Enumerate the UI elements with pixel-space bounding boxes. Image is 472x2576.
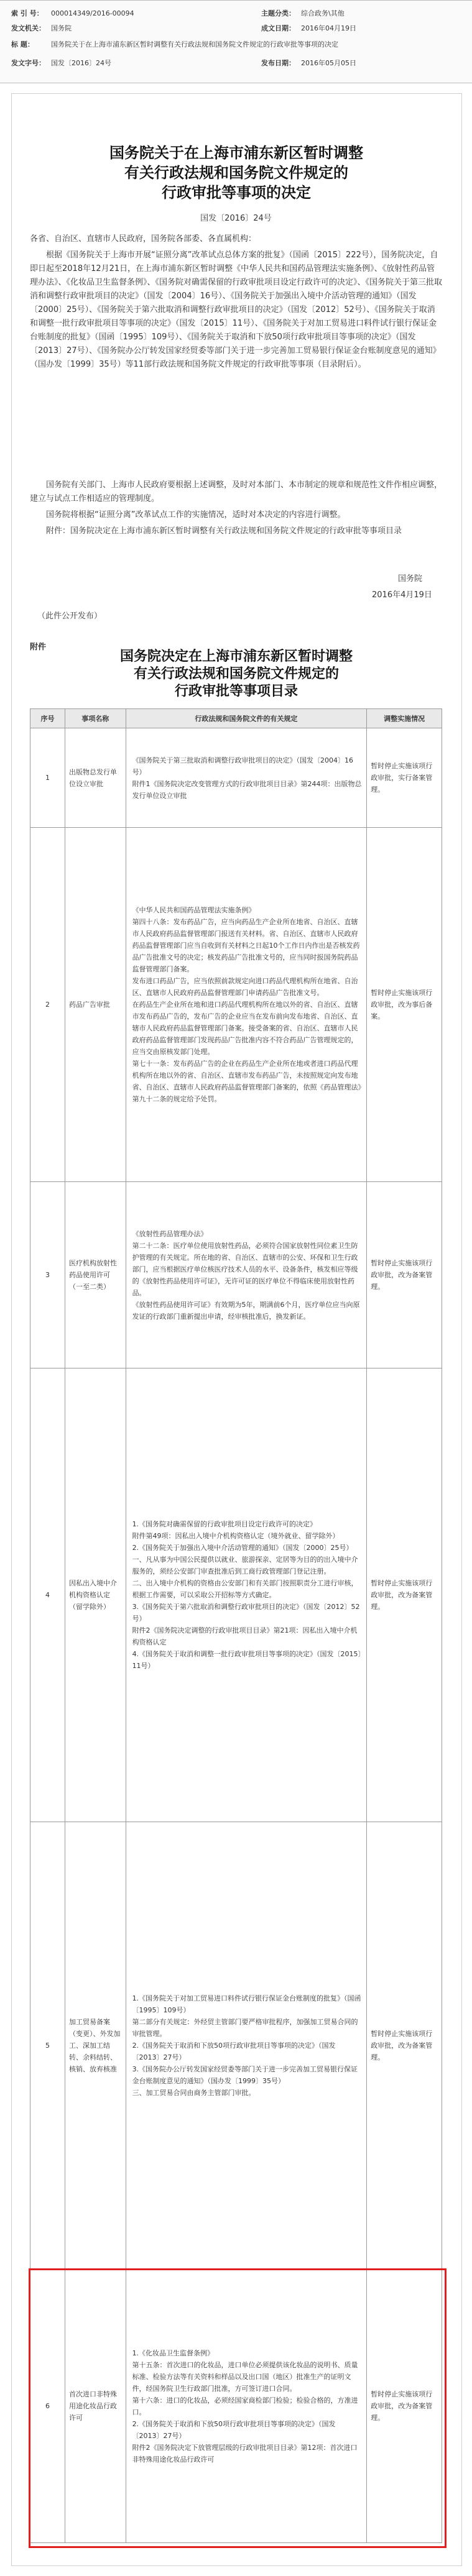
salutation: 各省、自治区、直辖市人民政府，国务院各部委、各直属机构： [30,234,257,244]
law-line: 1.《化妆品卫生监督条例》 [132,2349,215,2357]
row-law [126,1368,367,1822]
law-line: 第四十八条：发布药品广告，应当向药品生产企业所在地省、自治区、直辖市人民政府药品监督管理部门报送有关材料。省、自治区、直辖市人民政府药品监督管理部门应当自收到有关材料之日起10个工作日内作出是否核发药品广告批准文号的决定；核发药品广告批准文号的，应当同时报国务院药品监督管理部门备案。 [132,918,360,973]
table-row [30,1182,442,1368]
row-no: 2 [30,828,65,1182]
header-adjustment: 调整实施情况 [367,709,442,728]
table-row [30,728,442,828]
document-title: 国务院关于在上海市浦东新区暂时调整 有关行政法规和国务院文件规定的 行政审批等事项的决定 [109,144,363,201]
law-line: 1.《国务院关于对加工贸易进口料件试行银行保证金台账制度的批复》（国函〔1995〕109号） [132,1994,361,2014]
table-header [30,709,442,728]
row-no: 1 [30,728,65,828]
table-row [30,1368,442,1822]
law-line: 2.《国务院关于加强出入境中介活动管理的通知》（国发〔2000〕25号） [132,1544,353,1552]
law-line: 第十六条：进口的化妆品，必须经国家商检部门检验；检验合格的，方准进口。 [132,2396,358,2416]
row-item: 首次进口非特殊用途化妆品行政许可 [65,2270,126,2543]
meta-pubdate: 发布日期： 2016年05月05日 [261,59,356,67]
row-law [126,1182,367,1368]
law-line: 附件第49项：因私出入境中介机构资格认定（境外就业、留学除外） [132,1532,340,1540]
row-item: 医疗机构放射性药品使用许可（一至二类） [65,1182,126,1368]
row-item: 药品广告审批 [65,828,126,1182]
row-no: 5 [30,1822,65,2270]
law-line: 《放射性药品管理办法》 [132,1229,208,1238]
law-line: 3.《国务院办公厅转发国家经贸委等部门关于进一步完善加工贸易银行保证金台账制度意见的通知》（国办发〔1999〕35号） [132,2065,358,2085]
law-line: 附件1《国务院决定改变管理方式的行政审批项目目录》第244项：出版物总发行单位设立审批 [132,779,362,800]
annex-title: 国务院决定在上海市浦东新区暂时调整 有关行政法规和国务院文件规定的 行政审批等事项目录 [119,648,353,699]
law-line: 二、出入境中介机构的资格由公安部门和有关部门按照职责分工进行审核，根据工作需要，可以采取公开招标等方式确定。 [132,1579,358,1599]
annex-label: 附件 [30,643,47,652]
law-line: 《放射性药品使用许可证》有效期为5年，期满前6个月，医疗单位应当向原发证的行政部门重新提出申请，经审核批准后，换发新证。 [132,1300,360,1321]
law-line: 第十五条：首次进口的化妆品，进口单位必须提供该化妆品的说明书、质量标准、检验方法等有关资料和样品以及出口国（地区）批准生产的证明文件，经国务院卫生行政部门批准，方可签订进口合同。 [132,2360,358,2393]
row-adjustment: 暂时停止实施该项行政审批，改为备案管理。 [367,1368,442,1822]
row-law [126,1822,367,2270]
law-line: 第二十二条：医疗单位使用放射性药品，必须符合国家放射性同位素卫生防护管理的有关规定。所在地的省、自治区、直辖市的公安、环保和卫生行政部门，应当根据医疗单位核医疗技术人员的水平、设备条件，核发相应等级的《放射性药品使用许可证》，无许可证的医疗单位不得临床使用放射性药品。 [132,1241,358,1297]
row-adjustment: 暂时停止实施该项行政审批，改为备案管理。 [367,2270,442,2543]
paragraph-3: 国务院将根据“证照分离”改革试点工作的实施情况，适时对本决定的内容进行调整。 [46,510,346,520]
row-item: 出版物总发行单位设立审批 [65,728,126,828]
law-line: 第二部分有关规定：外经贸主管部门要严格审批程序，加强加工贸易合同的审批管理。 [132,2018,358,2038]
law-line: 发布进口药品广告，应当依照前款规定向进口药品代理机构所在地省、自治区、直辖市人民政府药品监督管理部门申请药品广告批准文号。 [132,977,358,997]
publish-note: （此件公开发布） [37,612,103,621]
table-row [30,1822,442,2270]
signature-org: 国务院 [398,574,423,584]
row-no: 4 [30,1368,65,1822]
row-no: 6 [30,2270,65,2543]
law-line: 3.《国务院关于第六批取消和调整行政审批项目的决定》（国发〔2012〕52号） [132,1603,360,1623]
law-line: 一、凡从事为中国公民提供以就业、旅游探亲、定居等为目的的出入境中介服务的，须经公安部门审查批准后到工商行政管理部门登记注册。 [132,1556,358,1575]
meta-category: 主题分类： 综合政务\其他 [261,9,345,17]
row-no: 3 [30,1182,65,1368]
document-metadata [0,0,472,83]
meta-date-written: 成文日期： 2016年04月19日 [261,24,356,32]
law-line: 1.《国务院对确需保留的行政审批项目设定行政许可的决定》 [132,1520,317,1528]
attachment-note: 附件：国务院决定在上海市浦东新区暂时调整有关行政法规和国务院文件规定的行政审批等事项目录 [46,526,402,536]
law-line: 附件2《国务院决定下放管理层级的行政审批项目目录》第12项：首次进口非特殊用途化妆品行政许可 [132,2443,358,2464]
header-item: 事项名称 [65,709,126,728]
law-line: 4.《国务院关于取消和调整一批行政审批项目等事项的决定》（国发〔2015〕11号） [132,1650,362,1670]
meta-title: 标 题： 国务院关于在上海市浦东新区暂时调整有关行政法规和国务院文件规定的行政审批等事项的决定 [11,40,338,48]
row-adjustment: 暂时停止实施该项行政审批，改为备案管理。 [367,1182,442,1368]
law-line: 在药品生产企业所在地和进口药品代理机构所在地以外的省、自治区、直辖市发布药品广告的，发布广告的企业应当在发布前向发布地省、自治区、直辖市人民政府药品监督管理部门备案。接受备案的省、自治区、直辖市人民政府药品监督管理部门发现药品广告批准内容不符合药品广告管理规定的，应当交由原核发部门处理。 [132,1001,358,1056]
row-adjustment: 暂时停止实施该项行政审批，改为事后备案。 [367,828,442,1182]
meta-issuer: 发文机关： 国务院 [11,24,72,32]
row-item: 因私出入境中介机构资格认定（留学除外） [65,1368,126,1822]
law-line: 2.《国务院关于取消和下放50项行政审批项目等事项的决定》（国发〔2013〕27号） [132,2419,336,2440]
header-law: 行政法规和国务院文件的有关规定 [126,709,367,728]
law-line: 三、加工贸易合同由商务主管部门审批。 [132,2089,256,2097]
row-item: 加工贸易备案（变更）、外发加工、深加工结转、余料结转、核销、放弃核准 [65,1822,126,2270]
law-line: 2.《国务院关于取消和下放50项行政审批项目等事项的决定》（国发〔2013〕27号） [132,2042,336,2061]
law-line: 第七十一条：发布药品广告的企业在药品生产企业所在地或者进口药品代理机构所在地以外的省、自治区、直辖市发布药品广告，未按照规定向发布地省、自治区、直辖市人民政府药品监督管理部门备案的，依照《药品管理法》第九十二条的规定给予处罚。 [132,1060,362,1103]
row-adjustment: 暂时停止实施该项行政审批，实行备案管理。 [367,728,442,828]
table-row [30,828,442,1182]
row-law [126,728,367,828]
law-line: 《国务院关于第三批取消和调整行政审批项目的决定》（国发〔2004〕16号） [132,756,354,776]
meta-index: 索 引 号： 000014349/2016-00094 [11,9,134,17]
paragraph-2: 国务院有关部门、上海市人民政府要根据上述调整，及时对本部门、本市制定的规章和规范性文件作相应调整，建立与试点工作相适应的管理制度。 [30,480,443,503]
law-line: 附件2《国务院决定调整的行政审批项目目录》第21项：因私出入境中介机构资格认定 [132,1626,358,1646]
header-no: 序号 [30,709,65,728]
law-line: 《中华人民共和国药品管理法实施条例》 [132,906,256,914]
signature-date: 2016年4月19日 [372,590,432,600]
row-law [126,828,367,1182]
row-adjustment: 暂时停止实施该项行政审批，改为备案管理。 [367,1822,442,2270]
document-number: 国发〔2016〕24号 [200,214,272,223]
highlight-box [29,2268,447,2548]
meta-docno: 发文字号： 国发〔2016〕24号 [11,59,111,67]
paragraph-1: 根据《国务院关于上海市开展“证照分离”改革试点总体方案的批复》（国函〔2015〕222号），国务院决定，自即日起至2018年12月21日，在上海市浦东新区暂时调整《中华人民共和国药品管理法实施条例》、《放射性药品管理办法》、《化妆品卫生监督条例》、《国务院对确需保留的行政审批项目设定行政许可的决定》、《国务院关于第三批取消和调整行政审批项目的决定》（国发〔2004〕16号）、《国务院关于加强出入境中介活动管理的通知》（国发〔2000〕25号）、《国务院关于第六批取消和调整行政审批项目的决定》（国发〔2012〕52号）、《国务院关于取消和调整一批行政审批项目等事项的决定》（国发〔2015〕11号）、《国务院关于对加工贸易进口料件试行银行保证金台账制度的批复》（国函〔1995〕109号）、《国务院关于取消和下放50项行政审批项目等事项的决定》（国发〔2013〕27号）、《国务院办公厅转发国家经贸委等部门关于进一步完善加工贸易银行保证金台账制度意见的通知》（国办发〔1999〕35号）等11部行政法规和国务院文件规定的行政审批等事项（目录附后）。 [30,250,443,369]
